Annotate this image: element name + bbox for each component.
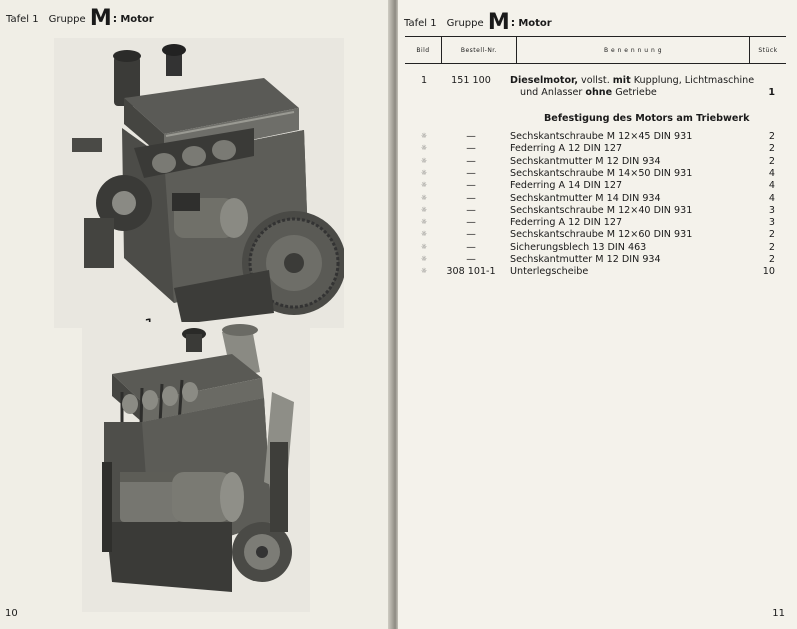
header-colon: : — [112, 12, 118, 25]
row-mark: ☼ — [420, 205, 428, 214]
row-mark: ☼ — [420, 230, 428, 239]
part-number: 308 101-1 — [446, 266, 496, 278]
part-description: Federring A 14 DIN 127 — [510, 180, 623, 192]
part-number: — — [466, 204, 476, 216]
row-mark: ☼ — [420, 255, 428, 263]
part-number: — — [466, 229, 476, 241]
quantity: 2 — [768, 131, 775, 142]
page-number-right: 11 — [772, 608, 785, 619]
part-description: Sechskantmutter M 14 DIN 934 — [510, 192, 661, 204]
part-description: Sechskantschraube M 12×40 DIN 931 — [510, 204, 693, 216]
right-page — [398, 0, 797, 629]
part-description: Unterlegscheibe — [510, 266, 589, 278]
group-letter: M — [89, 6, 112, 31]
part-number: — — [466, 131, 476, 142]
row-mark: ☼ — [420, 132, 428, 140]
tafel-label: Tafel 1 — [404, 18, 437, 29]
section-heading: Befestigung des Motors am Triebwerk — [544, 113, 750, 124]
quantity: 2 — [768, 229, 775, 241]
engine-photo-top — [54, 38, 344, 328]
row-mark: ☼ — [420, 218, 428, 227]
header-title: Motor — [120, 14, 154, 25]
quantity: 4 — [768, 167, 775, 179]
row-mark: ☼ — [420, 156, 428, 165]
quantity: 2 — [768, 155, 775, 167]
column-stueck: Stück — [758, 46, 778, 54]
engine-photo-bottom — [82, 322, 310, 612]
part-description: Sechskantmutter M 12 DIN 934 — [510, 254, 661, 265]
part-number: — — [466, 192, 476, 204]
part-description: Sechskantschraube M 12×45 DIN 931 — [510, 131, 693, 142]
part-number: — — [466, 254, 476, 265]
part-description: Dieselmotor, vollst. mit Kupplung, Lichtmaschine — [510, 75, 755, 86]
gruppe-label: Gruppe — [48, 14, 86, 25]
row-mark: ☼ — [420, 193, 428, 202]
tafel-label: Tafel 1 — [6, 14, 39, 25]
page-number-left: 10 — [5, 608, 18, 619]
quantity: 10 — [762, 266, 775, 278]
quantity: 3 — [768, 217, 775, 229]
part-description: Sechskantschraube M 12×60 DIN 931 — [510, 229, 693, 241]
part-number: — — [466, 180, 476, 192]
part-number: — — [466, 143, 476, 155]
row-mark: ☼ — [420, 168, 428, 177]
quantity: 2 — [768, 143, 775, 155]
part-number: — — [466, 241, 476, 253]
quantity: 3 — [768, 204, 775, 216]
bild-number: 1 — [420, 75, 428, 86]
part-number: — — [466, 167, 476, 179]
column-bild: Bild — [416, 46, 430, 54]
row-mark: ☼ — [420, 267, 428, 276]
row-mark: ☼ — [420, 144, 428, 153]
part-number: — — [466, 155, 476, 167]
row-mark: ☼ — [420, 242, 428, 251]
quantity: 2 — [768, 254, 775, 265]
right-page-header — [404, 10, 552, 35]
part-description: Sechskantmutter M 12 DIN 934 — [510, 155, 661, 167]
part-description: Sechskantschraube M 14×50 DIN 931 — [510, 167, 693, 179]
header-title: Motor — [518, 18, 552, 29]
quantity: 4 — [768, 180, 775, 192]
quantity: 4 — [768, 192, 775, 204]
left-page — [0, 0, 395, 629]
part-description: Federring A 12 DIN 127 — [510, 217, 623, 229]
gruppe-label: Gruppe — [446, 18, 484, 29]
part-number: 151 100 — [451, 75, 491, 86]
quantity: 2 — [768, 241, 775, 253]
left-page-header — [6, 6, 154, 31]
part-number: — — [466, 217, 476, 229]
part-description: Sicherungsblech 13 DIN 463 — [510, 241, 647, 253]
row-mark: ☼ — [420, 181, 428, 190]
quantity: 1 — [768, 87, 775, 98]
part-description-cont: und Anlasser ohne Getriebe — [520, 87, 657, 98]
header-colon: : — [510, 16, 516, 29]
column-benennung: B e n e n n u n g — [603, 46, 663, 54]
table-header — [405, 36, 786, 64]
part-description: Federring A 12 DIN 127 — [510, 143, 623, 155]
group-letter: M — [487, 10, 510, 35]
column-bestell-nr: Bestell-Nr. — [460, 46, 498, 54]
